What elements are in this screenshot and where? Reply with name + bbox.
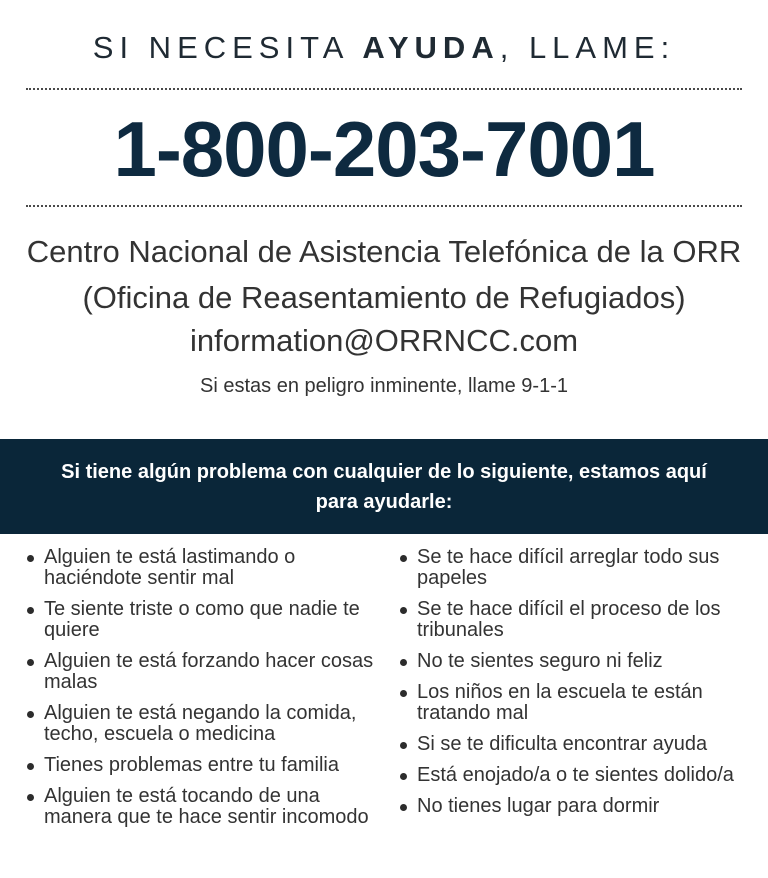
bullet-icon bbox=[27, 607, 34, 614]
list-item-text: No te sientes seguro ni feliz bbox=[417, 650, 663, 672]
bullet-icon bbox=[400, 555, 407, 562]
bullet-icon bbox=[400, 659, 407, 666]
bullet-icon bbox=[400, 773, 407, 780]
help-banner bbox=[0, 439, 768, 534]
left-issue-list bbox=[27, 547, 382, 838]
emergency-note: Si estas en peligro inminente, llame 9-1-1 bbox=[200, 375, 568, 397]
email-link[interactable]: information@ORRNCC.com bbox=[189, 323, 579, 358]
top-dotted-divider bbox=[26, 88, 742, 90]
header-prefix: SI NECESITA bbox=[92, 30, 363, 65]
bullet-icon bbox=[27, 794, 34, 801]
list-item-text: Se te hace difícil el proceso de los tribunales bbox=[417, 598, 721, 641]
list-item-text: Tienes problemas entre tu familia bbox=[44, 754, 339, 776]
bullet-icon bbox=[27, 659, 34, 666]
list-item bbox=[27, 755, 382, 776]
list-item bbox=[27, 547, 382, 589]
bullet-icon bbox=[400, 607, 407, 614]
org-name: Centro Nacional de Asistencia Telefónica de la ORR bbox=[26, 234, 742, 269]
phone-number[interactable]: 1-800-203-7001 bbox=[113, 105, 655, 193]
list-item-text: No tienes lugar para dormir bbox=[417, 795, 660, 817]
right-issue-list bbox=[400, 547, 745, 827]
list-item bbox=[400, 599, 745, 641]
header-title bbox=[0, 30, 768, 66]
header-emphasis: AYUDA bbox=[362, 30, 500, 65]
list-item-text: Está enojado/a o te sientes dolido/a bbox=[417, 764, 734, 786]
list-item-text: Alguien te está tocando de una manera que te hace sentir incomodo bbox=[44, 785, 369, 828]
list-item bbox=[27, 599, 382, 641]
list-item bbox=[27, 651, 382, 693]
list-item bbox=[400, 796, 745, 817]
list-item bbox=[400, 734, 745, 755]
bullet-icon bbox=[27, 711, 34, 718]
list-item-text: Alguien te está negando la comida, techo, escuela o medicina bbox=[44, 702, 357, 745]
list-item-text: Alguien te está forzando hacer cosas malas bbox=[44, 650, 374, 693]
list-item bbox=[27, 703, 382, 745]
header-suffix: , LLAME: bbox=[499, 30, 676, 65]
bullet-icon bbox=[400, 742, 407, 749]
list-item bbox=[400, 547, 745, 589]
list-item-text: Los niños en la escuela te están tratando mal bbox=[417, 681, 703, 724]
banner-text: Si tiene algún problema con cualquier de lo siguiente, estamos aquí para ayudarle: bbox=[61, 460, 707, 513]
list-item-text: Te siente triste o como que nadie te quiere bbox=[44, 598, 360, 641]
bullet-icon bbox=[27, 763, 34, 770]
bullet-icon bbox=[400, 690, 407, 697]
bullet-icon bbox=[400, 804, 407, 811]
list-item-text: Si se te dificulta encontrar ayuda bbox=[417, 733, 708, 755]
list-item bbox=[400, 651, 745, 672]
list-item bbox=[400, 682, 745, 724]
bullet-icon bbox=[27, 555, 34, 562]
org-full-name: (Oficina de Reasentamiento de Refugiados) bbox=[82, 280, 686, 315]
bottom-dotted-divider bbox=[26, 205, 742, 207]
list-item-text: Alguien te está lastimando o haciéndote sentir mal bbox=[44, 546, 296, 589]
list-item-text: Se te hace difícil arreglar todo sus papeles bbox=[417, 546, 720, 589]
list-item bbox=[27, 786, 382, 828]
list-item bbox=[400, 765, 745, 786]
